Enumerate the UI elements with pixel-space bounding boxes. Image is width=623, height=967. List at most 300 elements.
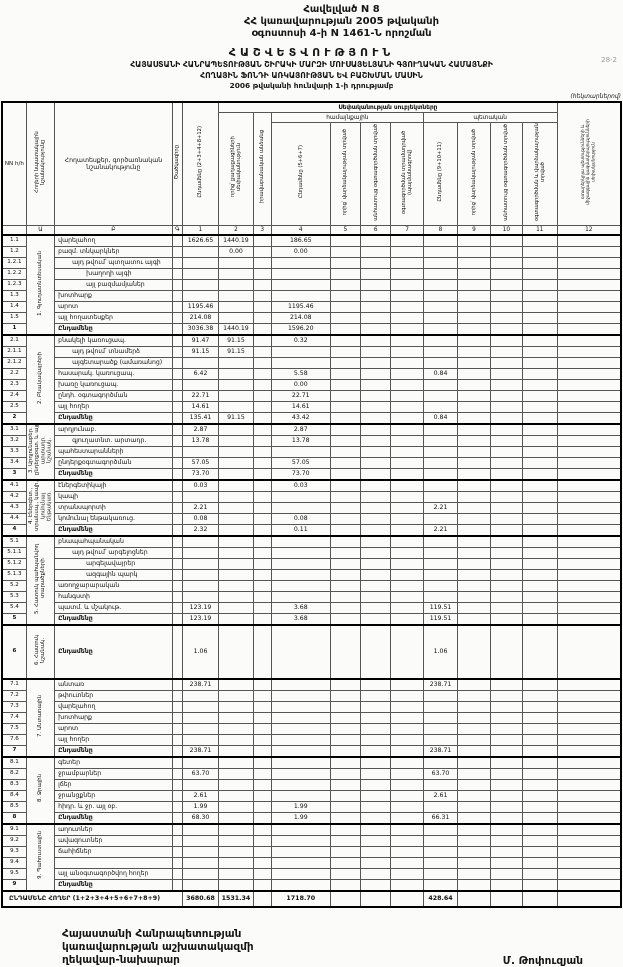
cell-c11 — [523, 413, 557, 425]
cell-c10 — [490, 436, 522, 447]
row-label: վարելահող — [55, 701, 173, 712]
cell-c4: 0.11 — [271, 525, 330, 537]
cell-c10 — [490, 247, 522, 258]
cell-c9 — [458, 812, 490, 824]
cell-c5 — [330, 413, 360, 425]
row-code: 3.2 — [2, 436, 26, 447]
cell-c8: 428.64 — [423, 891, 457, 907]
cell-c5 — [330, 291, 360, 302]
cell-c2 — [219, 745, 253, 757]
row-label: այդ թվում՝ տնամերձ — [55, 347, 173, 358]
cell-c2 — [219, 436, 253, 447]
cell-c9 — [458, 835, 490, 846]
cell-c9 — [458, 824, 490, 836]
cell-code — [172, 413, 182, 425]
row-code: 2.1.1 — [2, 347, 26, 358]
cell-c6 — [361, 335, 391, 347]
cell-c8 — [423, 280, 457, 291]
table-row — [2, 514, 621, 525]
cell-c9 — [458, 480, 490, 492]
table-row — [2, 347, 621, 358]
row-code: 9.2 — [2, 835, 26, 846]
cell-code — [172, 258, 182, 269]
cell-c3 — [253, 380, 271, 391]
section-label — [26, 679, 54, 757]
cell-c3 — [253, 801, 271, 812]
cell-c6 — [361, 701, 391, 712]
cell-c2 — [219, 812, 253, 824]
cell-c6 — [361, 790, 391, 801]
land-fund-table — [1, 101, 622, 908]
cell-code — [172, 525, 182, 537]
cell-c9 — [458, 768, 490, 779]
cell-c4 — [271, 625, 330, 679]
cell-c11 — [523, 812, 557, 824]
table-row — [2, 525, 621, 537]
cell-c6 — [361, 779, 391, 790]
cell-c2 — [219, 679, 253, 691]
cell-c8 — [423, 757, 457, 769]
cell-c12 — [557, 679, 621, 691]
cell-c4: 2.87 — [271, 424, 330, 436]
cell-c8: 63.70 — [423, 768, 457, 779]
header-col-2-citizens: որից՝ քաղաքացիների սեփականություն — [219, 113, 253, 226]
cell-c8 — [423, 734, 457, 745]
column-number-3: Գ — [172, 226, 182, 236]
cell-c5 — [330, 592, 360, 603]
cell-code — [172, 480, 182, 492]
table-row — [2, 447, 621, 458]
cell-c2 — [219, 548, 253, 559]
cell-c7 — [391, 358, 423, 369]
cell-c3 — [253, 269, 271, 280]
cell-c9 — [458, 436, 490, 447]
cell-code — [172, 801, 182, 812]
cell-c12 — [557, 469, 621, 481]
cell-c7 — [391, 690, 423, 701]
section-label — [26, 757, 54, 824]
row-code: 9.3 — [2, 846, 26, 857]
cell-c2 — [219, 492, 253, 503]
cell-c11 — [523, 447, 557, 458]
cell-c3 — [253, 879, 271, 891]
row-code: 7.5 — [2, 723, 26, 734]
table-body — [2, 235, 621, 907]
cell-c10 — [490, 712, 522, 723]
cell-c7 — [391, 734, 423, 745]
cell-c4: 186.65 — [271, 235, 330, 247]
cell-c8 — [423, 835, 457, 846]
cell-c9 — [458, 559, 490, 570]
cell-c9 — [458, 313, 490, 324]
cell-c9 — [458, 690, 490, 701]
header-col-1-total: Ընդամենը (2+3+4+8+12) — [182, 102, 218, 226]
cell-c12 — [557, 347, 621, 358]
cell-code — [172, 846, 182, 857]
cell-c8 — [423, 536, 457, 548]
cell-c9 — [458, 868, 490, 879]
cell-c12 — [557, 369, 621, 380]
cell-c6 — [361, 269, 391, 280]
cell-c11 — [523, 358, 557, 369]
cell-c2 — [219, 302, 253, 313]
cell-c5 — [330, 247, 360, 258]
cell-c3 — [253, 258, 271, 269]
table-row — [2, 592, 621, 603]
cell-c6 — [361, 480, 391, 492]
cell-c4: 13.78 — [271, 436, 330, 447]
cell-c12 — [557, 280, 621, 291]
cell-c2 — [219, 625, 253, 679]
cell-c10 — [490, 280, 522, 291]
column-number-10: 7 — [391, 226, 423, 236]
cell-c1 — [182, 492, 218, 503]
cell-c12 — [557, 258, 621, 269]
row-code: 2.4 — [2, 391, 26, 402]
cell-c8 — [423, 723, 457, 734]
cell-c11 — [523, 247, 557, 258]
cell-c2 — [219, 757, 253, 769]
cell-c10 — [490, 269, 522, 280]
row-label: բնակելի կառուցապ. — [55, 335, 173, 347]
cell-c3 — [253, 757, 271, 769]
cell-c5 — [330, 536, 360, 548]
section-label-text: 7. Անտառային — [37, 694, 44, 737]
cell-c8 — [423, 879, 457, 891]
cell-c8 — [423, 458, 457, 469]
table-row — [2, 879, 621, 891]
cell-c1 — [182, 269, 218, 280]
cell-c1 — [182, 570, 218, 581]
cell-c12 — [557, 269, 621, 280]
cell-c12 — [557, 723, 621, 734]
table-row — [2, 625, 621, 679]
cell-c2 — [219, 734, 253, 745]
cell-c5 — [330, 570, 360, 581]
table-row — [2, 469, 621, 481]
row-label: գետեր — [55, 757, 173, 769]
cell-c4 — [271, 846, 330, 857]
cell-c7 — [391, 469, 423, 481]
cell-c6 — [361, 447, 391, 458]
cell-c7 — [391, 424, 423, 436]
section-label-text: 9. Պահուստային — [37, 831, 44, 880]
cell-c6 — [361, 581, 391, 592]
header-col-10: անհատույց օգտագործման տրված — [490, 123, 522, 226]
cell-c5 — [330, 712, 360, 723]
cell-c2 — [219, 291, 253, 302]
cell-c5 — [330, 857, 360, 868]
appendix-line-3: օգոստոսի 4-ի N 1461-Ն որոշման — [251, 28, 432, 39]
table-row — [2, 258, 621, 269]
cell-c12 — [557, 324, 621, 336]
cell-c10 — [490, 514, 522, 525]
cell-c12 — [557, 846, 621, 857]
cell-c8 — [423, 801, 457, 812]
cell-c2 — [219, 779, 253, 790]
cell-c9 — [458, 570, 490, 581]
cell-c12 — [557, 879, 621, 891]
cell-code — [172, 492, 182, 503]
cell-c10 — [490, 525, 522, 537]
cell-c2 — [219, 447, 253, 458]
cell-c3 — [253, 846, 271, 857]
cell-c2 — [219, 603, 253, 614]
cell-c5 — [330, 679, 360, 691]
cell-c9 — [458, 745, 490, 757]
table-row — [2, 712, 621, 723]
cell-c1: 123.19 — [182, 614, 218, 626]
table-row — [2, 835, 621, 846]
cell-c1: 238.71 — [182, 745, 218, 757]
cell-c7 — [391, 603, 423, 614]
cell-c5 — [330, 745, 360, 757]
cell-c8 — [423, 492, 457, 503]
table-row — [2, 679, 621, 691]
cell-c1 — [182, 447, 218, 458]
cell-c12 — [557, 768, 621, 779]
cell-c8 — [423, 592, 457, 603]
cell-c11 — [523, 458, 557, 469]
cell-c6 — [361, 846, 391, 857]
cell-c4 — [271, 868, 330, 879]
cell-c11 — [523, 757, 557, 769]
column-number-14: 11 — [523, 226, 557, 236]
cell-c6 — [361, 559, 391, 570]
column-number-5: 2 — [219, 226, 253, 236]
cell-c11 — [523, 514, 557, 525]
row-code: 6 — [2, 625, 26, 679]
cell-c7 — [391, 291, 423, 302]
cell-c11 — [523, 269, 557, 280]
cell-c2 — [219, 592, 253, 603]
cell-c6 — [361, 757, 391, 769]
cell-c3 — [253, 536, 271, 548]
cell-c6 — [361, 313, 391, 324]
table-row — [2, 458, 621, 469]
cell-code — [172, 503, 182, 514]
table-row — [2, 503, 621, 514]
section-label-text: 4. Էներգետ., տրանսպ., կապի, կոմունալ ենթակառ. — [28, 481, 53, 532]
cell-c12 — [557, 690, 621, 701]
section-label — [26, 536, 54, 625]
cell-c10 — [490, 879, 522, 891]
cell-c3 — [253, 768, 271, 779]
cell-code — [172, 424, 182, 436]
cell-code — [172, 812, 182, 824]
cell-c11 — [523, 723, 557, 734]
table-row — [2, 235, 621, 247]
cell-c12 — [557, 625, 621, 679]
cell-c3 — [253, 603, 271, 614]
cell-c1 — [182, 380, 218, 391]
cell-c6 — [361, 380, 391, 391]
table-row — [2, 302, 621, 313]
cell-c3 — [253, 690, 271, 701]
cell-c7 — [391, 402, 423, 413]
cell-c12 — [557, 380, 621, 391]
cell-c6 — [361, 592, 391, 603]
cell-c5 — [330, 280, 360, 291]
cell-c2: 1531.34 — [219, 891, 253, 907]
cell-c7 — [391, 503, 423, 514]
cell-c5 — [330, 391, 360, 402]
cell-c11 — [523, 603, 557, 614]
cell-c11 — [523, 768, 557, 779]
cell-c6 — [361, 768, 391, 779]
cell-code — [172, 779, 182, 790]
cell-c12 — [557, 413, 621, 425]
cell-c9 — [458, 247, 490, 258]
row-label: խաղողի այգի — [55, 269, 173, 280]
cell-c1: 6.42 — [182, 369, 218, 380]
cell-c3 — [253, 291, 271, 302]
cell-c9 — [458, 447, 490, 458]
cell-c2 — [219, 690, 253, 701]
cell-c5 — [330, 548, 360, 559]
cell-c1 — [182, 857, 218, 868]
cell-c9 — [458, 801, 490, 812]
header-col-9: որից՝ վարձակալության տրված — [458, 123, 490, 226]
cell-c2 — [219, 503, 253, 514]
cell-c1 — [182, 247, 218, 258]
row-code: 1 — [2, 324, 26, 336]
cell-c2 — [219, 879, 253, 891]
cell-c10 — [490, 734, 522, 745]
cell-c10 — [490, 701, 522, 712]
row-code: 3.3 — [2, 447, 26, 458]
cell-c3 — [253, 413, 271, 425]
cell-c6 — [361, 280, 391, 291]
cell-c6 — [361, 247, 391, 258]
cell-c12 — [557, 581, 621, 592]
cell-c12 — [557, 335, 621, 347]
row-code: 5.3 — [2, 592, 26, 603]
cell-code — [172, 536, 182, 548]
section-label-text: 3. Արդյունաբեր. ընդերքօգտ. և այլ արտադր. նշանակ. — [28, 425, 53, 476]
cell-c1: 3036.38 — [182, 324, 218, 336]
cell-c6 — [361, 868, 391, 879]
cell-c6 — [361, 734, 391, 745]
cell-c5 — [330, 480, 360, 492]
cell-c3 — [253, 679, 271, 691]
cell-c2 — [219, 868, 253, 879]
cell-c10 — [490, 690, 522, 701]
cell-c7 — [391, 247, 423, 258]
section-label-text: 6. Հատուկ նշանակ. — [34, 634, 47, 666]
cell-c9 — [458, 857, 490, 868]
cell-code — [172, 324, 182, 336]
document-header — [0, 0, 623, 90]
cell-c4 — [271, 536, 330, 548]
cell-c11 — [523, 745, 557, 757]
doc-subtitle-2: ՀՈՂԱՅԻՆ ՖՈՆԴԻ ԱՌԿԱՅՈՒԹՅԱՆ ԵՎ ԲԱՇԽՄԱՆ ՄԱՍԻՆ — [200, 70, 423, 80]
cell-code — [172, 757, 182, 769]
cell-code — [172, 458, 182, 469]
cell-c3 — [253, 723, 271, 734]
cell-c10 — [490, 603, 522, 614]
cell-code — [172, 712, 182, 723]
cell-c10 — [490, 812, 522, 824]
cell-c5 — [330, 835, 360, 846]
cell-c7 — [391, 857, 423, 868]
cell-c5 — [330, 447, 360, 458]
cell-c3 — [253, 614, 271, 626]
table-row — [2, 413, 621, 425]
cell-c7 — [391, 757, 423, 769]
column-number-2: Բ — [55, 226, 173, 236]
cell-c10 — [490, 235, 522, 247]
cell-c7 — [391, 258, 423, 269]
signatory-title: Հայաստանի Հանրապետության կառավարության աշխատակազմի ղեկավար-նախարար — [62, 927, 254, 966]
cell-c2 — [219, 380, 253, 391]
cell-c11 — [523, 369, 557, 380]
cell-c7 — [391, 581, 423, 592]
cell-c5 — [330, 801, 360, 812]
row-code: 8.2 — [2, 768, 26, 779]
cell-c7 — [391, 879, 423, 891]
cell-c6 — [361, 302, 391, 313]
cell-c2 — [219, 469, 253, 481]
cell-c4: 214.08 — [271, 313, 330, 324]
cell-c6 — [361, 690, 391, 701]
cell-c10 — [490, 503, 522, 514]
cell-code — [172, 868, 182, 879]
cell-c11 — [523, 779, 557, 790]
cell-c5 — [330, 380, 360, 391]
cell-code — [172, 469, 182, 481]
cell-c12 — [557, 790, 621, 801]
cell-code — [172, 824, 182, 836]
cell-c2 — [219, 313, 253, 324]
row-label: խոտհարք — [55, 712, 173, 723]
cell-c5 — [330, 690, 360, 701]
cell-c11 — [523, 492, 557, 503]
cell-c8: 238.71 — [423, 745, 457, 757]
cell-c10 — [490, 313, 522, 324]
cell-c10 — [490, 358, 522, 369]
cell-c2: 91.15 — [219, 335, 253, 347]
cell-c4 — [271, 280, 330, 291]
cell-c3 — [253, 458, 271, 469]
cell-c3 — [253, 868, 271, 879]
cell-c4 — [271, 258, 330, 269]
cell-c2 — [219, 570, 253, 581]
cell-code — [172, 679, 182, 691]
row-label: հասարակ. կառուցապ. — [55, 369, 173, 380]
cell-c4: 73.70 — [271, 469, 330, 481]
cell-c5 — [330, 891, 360, 907]
cell-c12 — [557, 291, 621, 302]
cell-c9 — [458, 458, 490, 469]
cell-c7 — [391, 324, 423, 336]
cell-c9 — [458, 614, 490, 626]
cell-c8 — [423, 846, 457, 857]
column-number-13: 10 — [490, 226, 522, 236]
cell-c4: 1596.20 — [271, 324, 330, 336]
cell-c2 — [219, 581, 253, 592]
table-row — [2, 436, 621, 447]
cell-c3 — [253, 358, 271, 369]
cell-c7 — [391, 846, 423, 857]
row-label: այլ հողեր — [55, 402, 173, 413]
cell-c11 — [523, 436, 557, 447]
cell-c5 — [330, 723, 360, 734]
cell-c10 — [490, 559, 522, 570]
table-row — [2, 548, 621, 559]
cell-c3 — [253, 559, 271, 570]
header-col-designation: Հողերի նպատակային նշանակությունը — [26, 102, 54, 226]
